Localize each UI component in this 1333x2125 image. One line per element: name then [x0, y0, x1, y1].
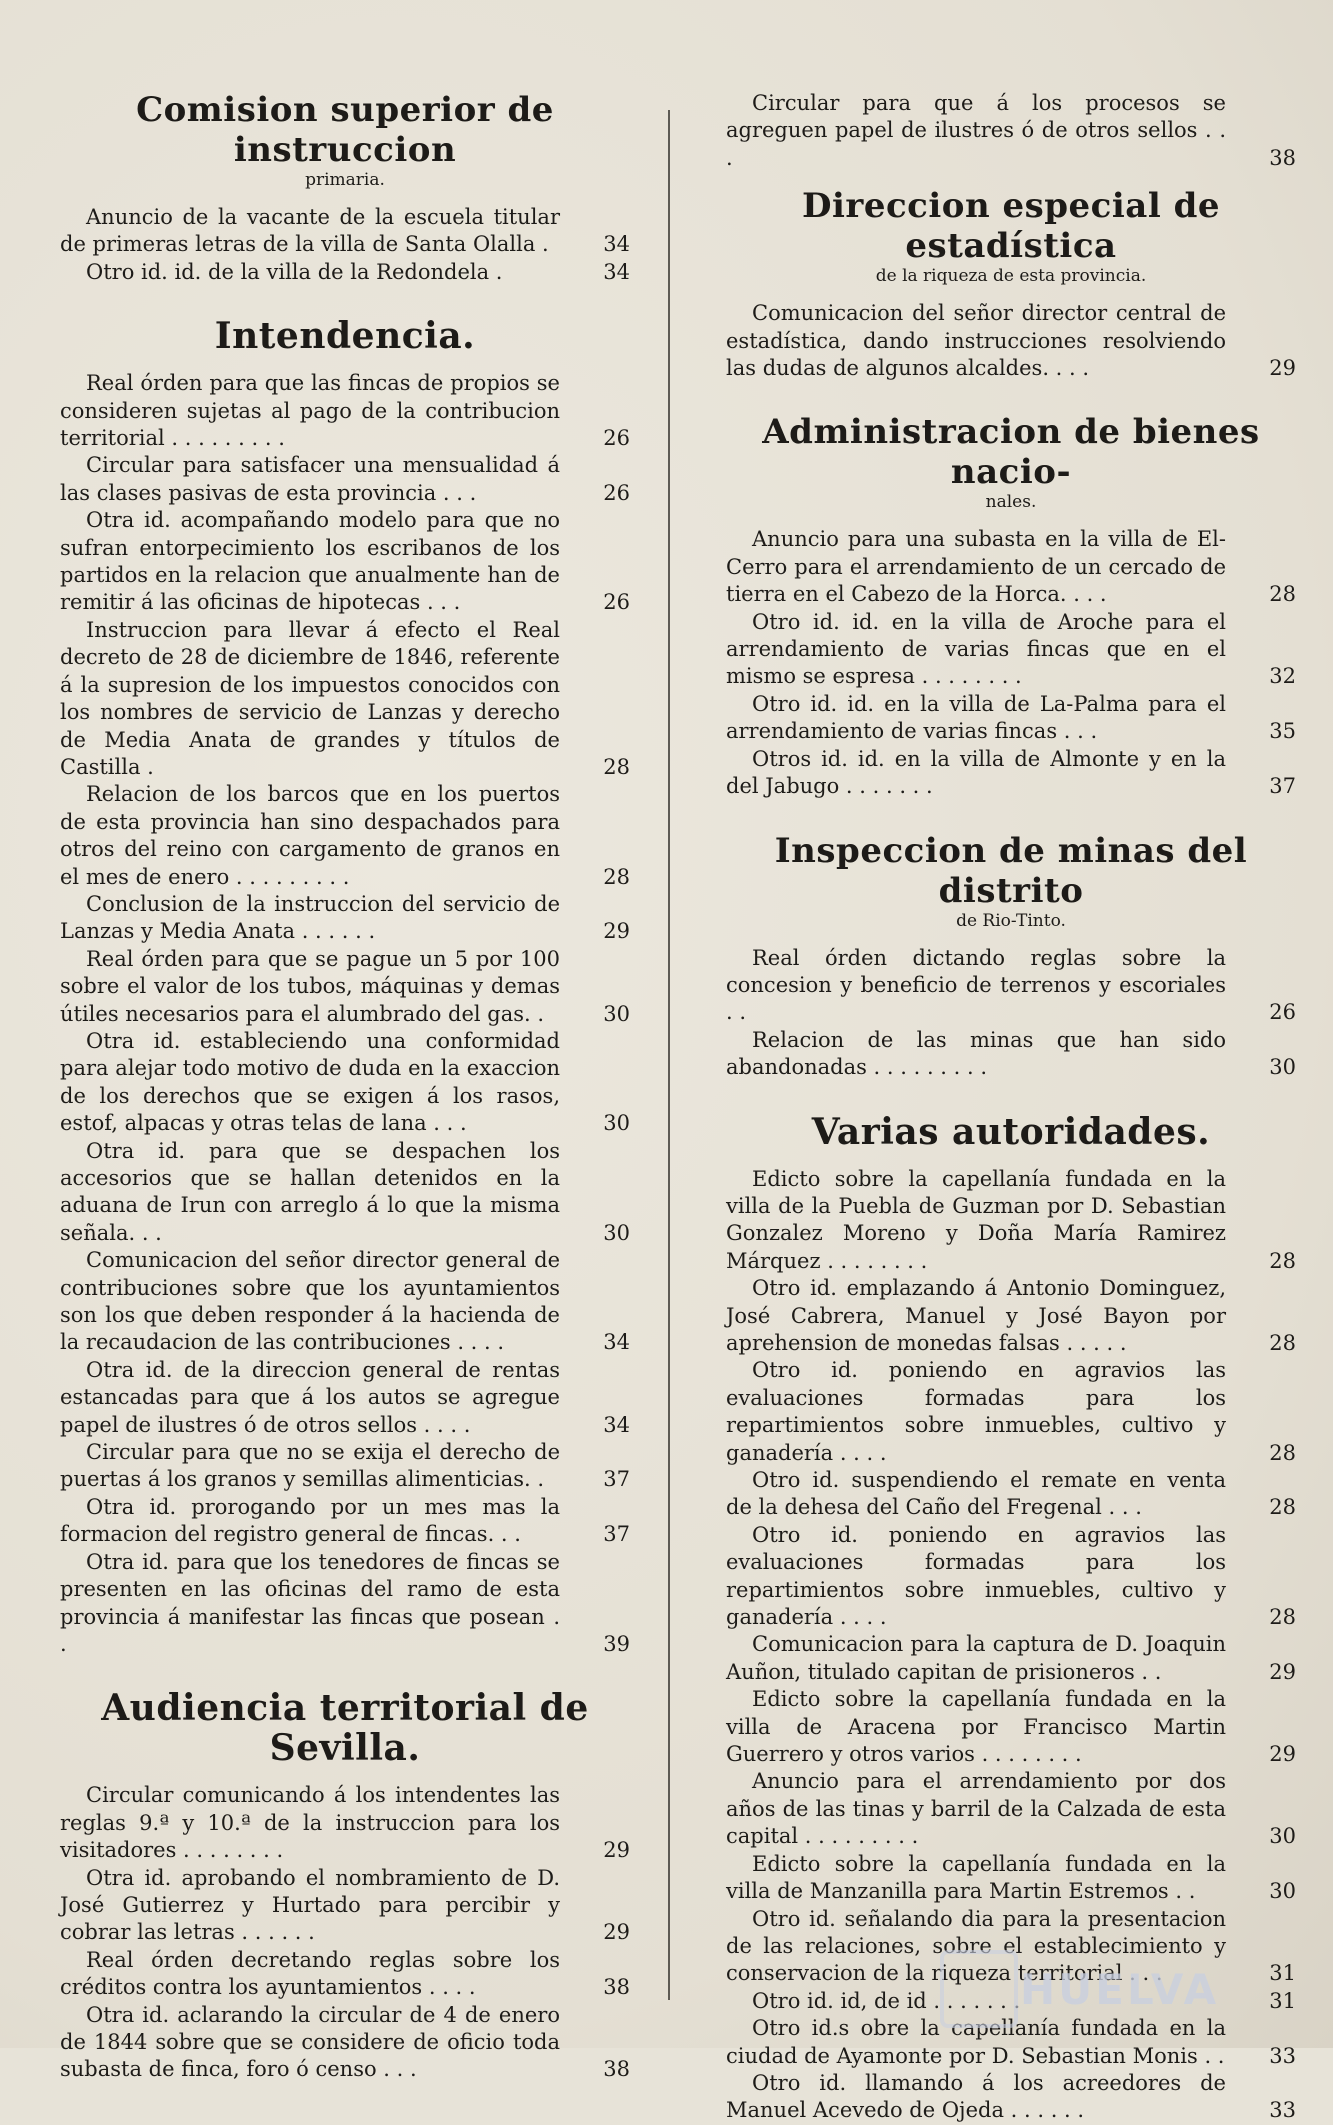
index-entry — [60, 1947, 630, 2002]
index-entry — [726, 526, 1296, 608]
section-title: Administracion de bienes nacio- — [762, 412, 1260, 493]
entry-page-number: 34 — [603, 1330, 630, 1355]
index-entry — [726, 1768, 1296, 1850]
index-entry — [726, 1851, 1296, 1906]
index-entry — [726, 1275, 1296, 1357]
index-entry — [726, 1467, 1296, 1522]
entry-text: Instruccion para llevar á efecto el Real decreto de 28 de diciembre de 1846, referente á la supresion de los impuestos conocidos con los nombres de servicio de Lanzas y derecho de Media Anata de grandes y títulos de Castilla . — [60, 617, 560, 779]
index-entry — [726, 300, 1296, 382]
entry-page-number: 37 — [603, 1522, 630, 1547]
entry-page-number: 34 — [603, 259, 630, 284]
entry-text: Otro id. poniendo en agravios las evaluaciones formadas para los repartimientos sobre inmuebles, cultivo y ganadería . . . . — [726, 1358, 1226, 1465]
entry-text: Otra id. estableciendo una conformidad para alejar todo motivo de duda en la exaccion de los derechos que se exigen á los rasos, estof, alpacas y otras telas de lana . . . — [60, 1028, 560, 1136]
index-entry — [60, 204, 630, 259]
entry-text: Otro id. id. en la villa de La-Palma para el arrendamiento de varias fincas . . . — [726, 691, 1226, 744]
entry-page-number: 28 — [1269, 1440, 1296, 1465]
index-list — [726, 945, 1296, 1082]
entry-text: Comunicacion del señor director central de estadística, dando instrucciones resolviendo las dudas de algunos alcaldes. . . . — [726, 301, 1226, 381]
entry-page-number: 29 — [1269, 1659, 1296, 1684]
section-title: Varias autoridades. — [811, 1110, 1211, 1153]
entry-page-number: 37 — [1269, 774, 1296, 799]
entry-text: Anuncio para una subasta en la villa de El-Cerro para el arrendamiento de un cercado de tierra en el Cabezo de la Horca. . . . — [726, 527, 1226, 607]
entry-page-number: 30 — [603, 1001, 630, 1026]
entry-page-number: 28 — [1269, 1248, 1296, 1273]
index-list — [726, 526, 1296, 800]
entry-page-number: 33 — [1269, 2098, 1296, 2123]
section-title: Comision superior de instruccion — [136, 90, 554, 170]
entry-page-number: 38 — [603, 1975, 630, 2000]
entry-page-number: 30 — [1269, 1055, 1296, 1080]
entry-text: Real órden para que las fincas de propios se consideren sujetas al pago de la contribucion territorial . . . . . . . . . — [60, 371, 560, 451]
index-entry — [726, 945, 1296, 1027]
section-subtitle: nales. — [985, 492, 1037, 513]
index-list — [726, 300, 1296, 382]
index-entry — [726, 1357, 1296, 1467]
entry-text: Otro id. llamando á los acreedores de Manuel Acevedo de Ojeda . . . . . . — [726, 2070, 1226, 2123]
entry-page-number: 38 — [603, 2057, 630, 2082]
index-entry — [726, 691, 1296, 746]
index-entry — [60, 946, 630, 1028]
entry-text: Edicto sobre la capellanía fundada en la villa de la Puebla de Guzman por D. Sebastian Gonzalez Moreno y Doña María Ramirez Márquez . . . . . . . . — [726, 1166, 1226, 1273]
entry-page-number: 29 — [603, 919, 630, 944]
entry-text: Edicto sobre la capellanía fundada en la villa de Manzanilla para Martin Estremos . . — [726, 1851, 1226, 1904]
index-list — [60, 370, 630, 1658]
index-entry — [60, 2002, 630, 2084]
entry-text: Otro id. id. en la villa de Aroche para el arrendamiento de varias fincas que en el mismo se espresa . . . . . . . . — [726, 609, 1226, 689]
entry-text: Anuncio de la vacante de la escuela titular de primeras letras de la villa de Santa Olalla . — [60, 205, 560, 257]
entry-text: Otra id. prorogando por un mes mas la formacion del registro general de fincas. . . — [60, 1494, 560, 1547]
index-entry — [726, 1522, 1296, 1632]
entry-page-number: 39 — [603, 1631, 630, 1656]
left-column — [60, 90, 630, 2084]
index-entry — [60, 1439, 630, 1494]
entry-text: Otros id. id. en la villa de Almonte y en la del Jabugo . . . . . . . — [726, 746, 1226, 799]
index-entry — [60, 1028, 630, 1138]
entry-text: Conclusion de la instruccion del servicio de Lanzas y Media Anata . . . . . . — [60, 891, 560, 944]
index-entry — [60, 1494, 630, 1549]
entry-text: Otra id. para que los tenedores de fincas se presenten en las oficinas del ramo de esta provincia á manifestar las fincas que posean . . — [60, 1549, 560, 1656]
entry-text: Otro id.s obre la capellanía fundada en la ciudad de Ayamonte por D. Sebastian Monis . . — [726, 2016, 1226, 2068]
right-column — [726, 90, 1296, 2125]
entry-page-number: 30 — [603, 1220, 630, 1245]
index-entry — [60, 1782, 630, 1864]
index-entry — [60, 1138, 630, 1248]
index-entry — [726, 1686, 1296, 1768]
entry-text: Otra id. acompañando modelo para que no sufran entorpecimiento los escribanos de los partidos en la relacion que anualmente han de remitir á las oficinas de hipotecas . . . — [60, 508, 560, 615]
index-entry — [60, 507, 630, 617]
entry-page-number: 30 — [1269, 1824, 1296, 1849]
entry-page-number: 30 — [1269, 1879, 1296, 1904]
entry-text: Comunicacion para la captura de D. Joaquin Auñon, titulado capitan de prisioneros . . — [726, 1632, 1226, 1684]
entry-text: Otro id. suspendiendo el remate en venta de la dehesa del Caño del Fregenal . . . — [726, 1468, 1226, 1520]
entry-text: Real órden decretando reglas sobre los créditos contra los ayuntamientos . . . . — [60, 1947, 560, 2000]
archive-seal-icon — [940, 1950, 1018, 2028]
entry-text: Circular para satisfacer una mensualidad á las clases pasivas de esta provincia . . . — [60, 453, 560, 505]
entry-text: Otro id. emplazando á Antonio Dominguez, José Cabrera, Manuel y José Bayon por aprehension de monedas falsas . . . . . — [726, 1276, 1226, 1355]
entry-text: Circular comunicando á los intendentes las reglas 9.ª y 10.ª de la instruccion para los visitadores . . . . . . . . — [60, 1783, 560, 1863]
entry-page-number: 28 — [603, 864, 630, 889]
entry-page-number: 32 — [1269, 664, 1296, 689]
column-divider — [668, 110, 670, 2000]
entry-page-number: 26 — [603, 590, 630, 615]
index-entry — [60, 617, 630, 781]
entry-text: Otra id. aprobando el nombramiento de D. José Gutierrez y Hurtado para percibir y cobrar las letras . . . . . . — [60, 1865, 560, 1945]
index-entry — [60, 1865, 630, 1947]
section-subtitle: de Rio-Tinto. — [956, 910, 1066, 931]
entry-text: Real órden para que se pague un 5 por 100 sobre el valor de los tubos, máquinas y demas útiles necesarios para el alumbrado del gas. . — [60, 946, 560, 1026]
entry-page-number: 33 — [1269, 2043, 1296, 2068]
entry-text: Circular para que á los procesos se agreguen papel de ilustres ó de otros sellos . . . — [726, 91, 1226, 170]
entry-page-number: 26 — [603, 426, 630, 451]
index-entry — [726, 1631, 1296, 1686]
index-entry — [60, 891, 630, 946]
entry-page-number: 28 — [1269, 1330, 1296, 1355]
entry-page-number: 38 — [1269, 145, 1296, 170]
entry-text: Otro id. señalando dia para la presentacion de las relaciones, sobre el establecimiento y conservacion de la riqueza territorial . . . — [726, 1906, 1226, 1986]
entry-page-number: 26 — [1269, 1000, 1296, 1025]
index-entry — [60, 370, 630, 452]
index-entry — [726, 1166, 1296, 1276]
entry-text: Comunicacion del señor director general de contribuciones sobre que los ayuntamientos son los que deben responder á la hacienda de la recaudacion de las contribuciones . . . . — [60, 1248, 560, 1355]
index-entry — [726, 746, 1296, 801]
entry-text: Otro id. id. de la villa de la Redondela . — [86, 259, 503, 284]
index-entry — [60, 781, 630, 891]
index-entry — [60, 1247, 630, 1357]
entry-page-number: 29 — [603, 1920, 630, 1945]
index-entry — [726, 90, 1296, 172]
entry-text: Otra id. de la direccion general de rentas estancadas para que á los autos se agregue papel de ilustres ó de otros sellos . . . . — [60, 1357, 560, 1437]
section-title: Inspeccion de minas del distrito — [774, 830, 1248, 911]
entry-page-number: 29 — [1269, 1742, 1296, 1767]
section-subtitle: primaria. — [305, 170, 385, 190]
entry-page-number: 34 — [603, 232, 630, 257]
entry-text: Real órden dictando reglas sobre la concesion y beneficio de terrenos y escoriales . . — [726, 945, 1226, 1025]
section-subtitle: de la riqueza de esta provincia. — [875, 266, 1147, 287]
entry-page-number: 37 — [603, 1467, 630, 1492]
entry-text: Otro id. id, de id . . . . . . . — [752, 1988, 1021, 2013]
entry-text: Relacion de las minas que han sido abandonadas . . . . . . . . . — [726, 1027, 1226, 1080]
index-list — [726, 90, 1296, 172]
entry-text: Circular para que no se exija el derecho de puertas á los granos y semillas alimenticias. . — [60, 1440, 560, 1492]
watermark: HUELVA — [1020, 1965, 1220, 2014]
entry-page-number: 28 — [603, 754, 630, 779]
entry-text: Relacion de los barcos que en los puertos de esta provincia han sino despachados para otros del reino con cargamento de granos en el mes de enero . . . . . . . . . — [60, 782, 560, 889]
entry-page-number: 29 — [603, 1838, 630, 1863]
entry-page-number: 28 — [1269, 1495, 1296, 1520]
index-list — [60, 1782, 630, 2083]
index-entry — [726, 1027, 1296, 1082]
entry-page-number: 31 — [1269, 1988, 1296, 2013]
index-entry — [60, 1549, 630, 1659]
entry-text: Otra id. para que se despachen los accesorios que se hallan detenidos en la aduana de Irun con arreglo á lo que la misma señala. . . — [60, 1138, 560, 1245]
entry-page-number: 29 — [1269, 356, 1296, 381]
entry-text: Otra id. aclarando la circular de 4 de enero de 1844 sobre que se considere de oficio toda subasta de finca, foro ó censo . . . — [60, 2002, 560, 2082]
entry-page-number: 30 — [603, 1111, 630, 1136]
entry-page-number: 34 — [603, 1412, 630, 1437]
entry-page-number: 26 — [603, 480, 630, 505]
section-title: Intendencia. — [214, 315, 476, 358]
index-entry — [726, 609, 1296, 691]
entry-page-number: 31 — [1269, 1961, 1296, 1986]
index-entry — [60, 259, 630, 286]
index-entry — [60, 452, 630, 507]
index-list — [60, 204, 630, 286]
entry-page-number: 28 — [1269, 582, 1296, 607]
entry-text: Edicto sobre la capellanía fundada en la villa de Aracena por Francisco Martin Guerrero y otros varios . . . . . . . . — [726, 1687, 1226, 1767]
entry-page-number: 28 — [1269, 1605, 1296, 1630]
section-title: Audiencia territorial de Sevilla. — [101, 1687, 589, 1770]
index-entry — [726, 2070, 1296, 2125]
entry-page-number: 35 — [1269, 719, 1296, 744]
section-title: Direccion especial de estadística — [802, 186, 1220, 267]
index-entry — [60, 1357, 630, 1439]
entry-text: Anuncio para el arrendamiento por dos años de las tinas y barril de la Calzada de esta capital . . . . . . . . . — [726, 1769, 1226, 1849]
entry-text: Otro id. poniendo en agravios las evaluaciones formadas para los repartimientos sobre inmuebles, cultivo y ganadería . . . . — [726, 1522, 1226, 1630]
